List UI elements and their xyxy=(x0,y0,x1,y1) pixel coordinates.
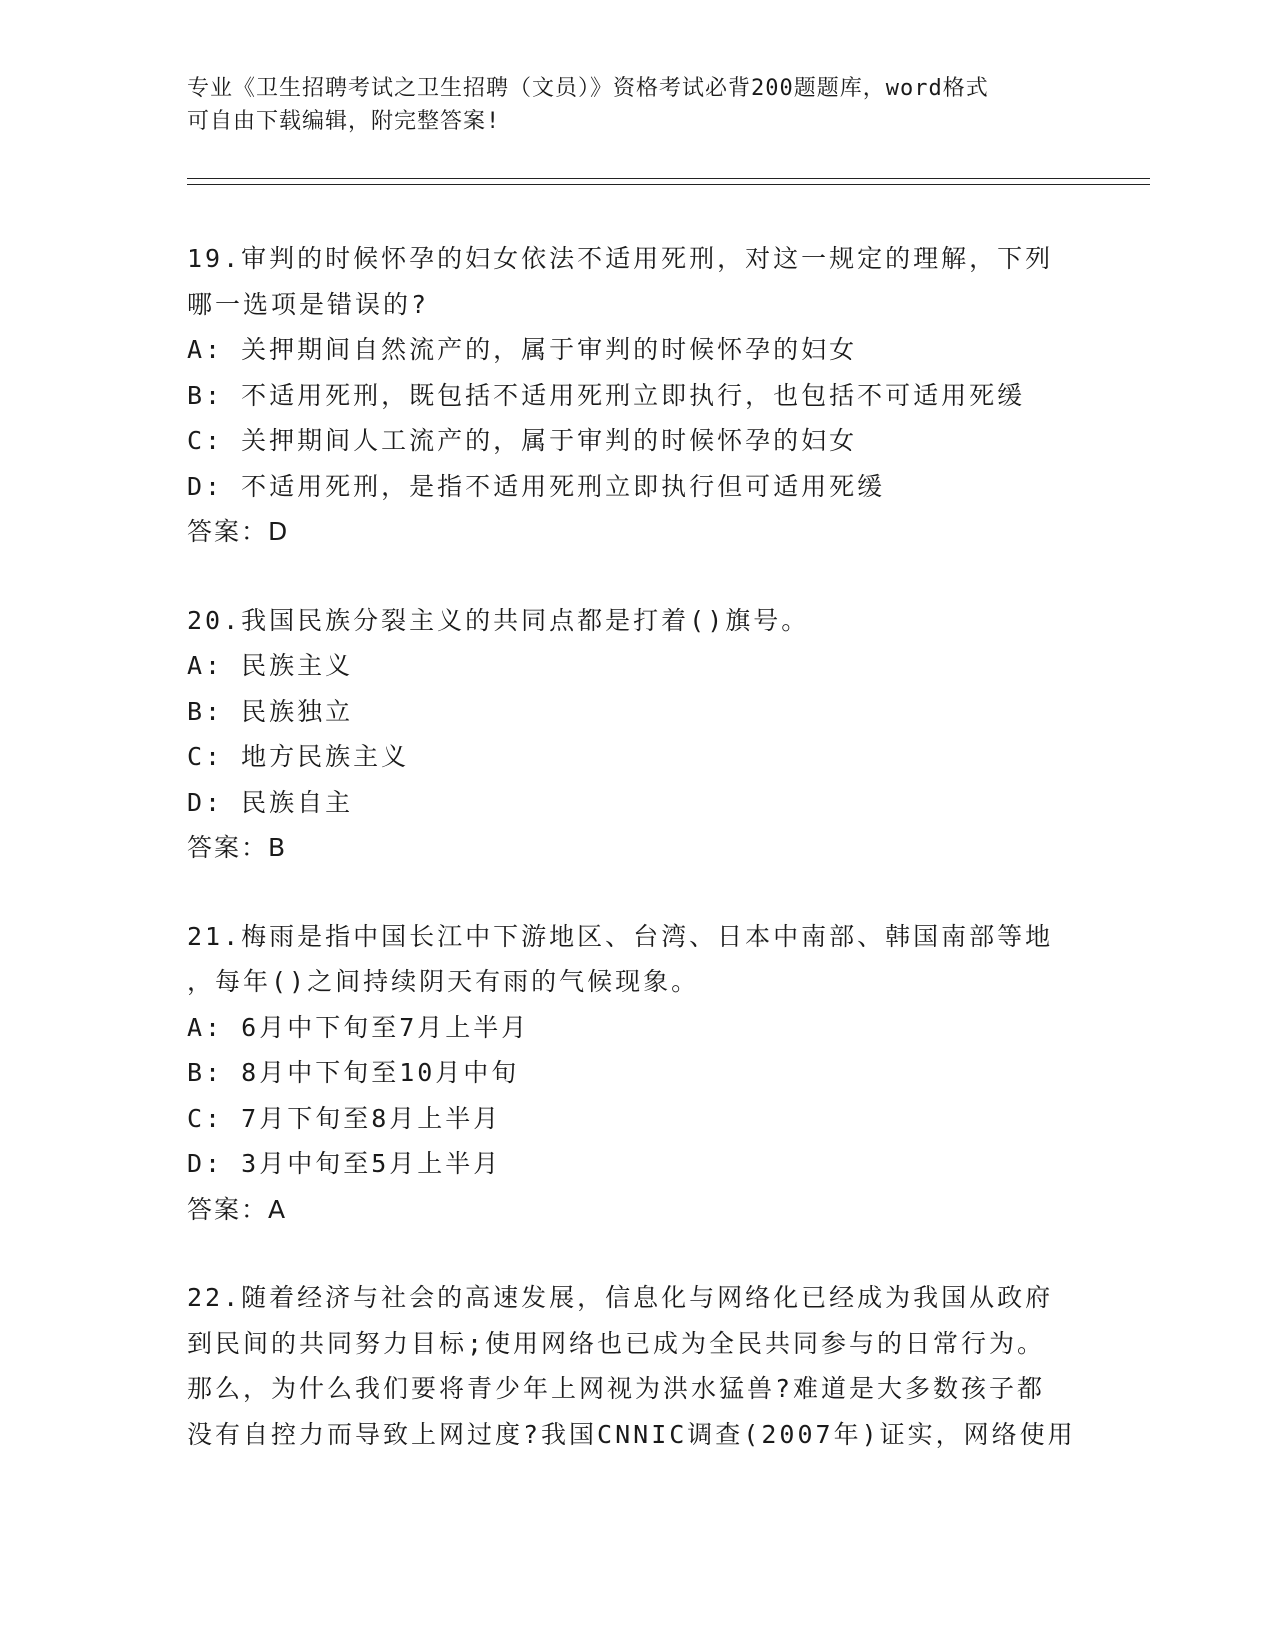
question-stem-line: 那么，为什么我们要将青少年上网视为洪水猛兽?难道是大多数孩子都 xyxy=(187,1374,1046,1403)
question-19 xyxy=(187,236,1087,555)
answer-label: 答案：B xyxy=(187,833,288,862)
option-b: B: 民族独立 xyxy=(187,696,354,726)
option-d: D: 不适用死刑，是指不适用死刑立即执行但可适用死缓 xyxy=(187,471,886,501)
question-stem-line: 21.梅雨是指中国长江中下游地区、台湾、日本中南部、韩国南部等地 xyxy=(187,921,1054,951)
question-list xyxy=(187,236,1087,1500)
option-d: D: 民族自主 xyxy=(187,787,354,817)
question-21 xyxy=(187,914,1087,1233)
answer-label: 答案：D xyxy=(187,517,290,546)
question-stem-line: 19.审判的时候怀孕的妇女依法不适用死刑，对这一规定的理解，下列 xyxy=(187,244,1054,273)
option-a: A: 民族主义 xyxy=(187,651,354,680)
option-a: A: 6月中下旬至7月上半月 xyxy=(187,1012,530,1042)
option-b: B: 8月中下旬至10月中旬 xyxy=(187,1058,520,1087)
header-line-1: 专业《卫生招聘考试之卫生招聘（文员）》资格考试必背200题题库，word格式 xyxy=(187,76,989,101)
option-c: C: 关押期间人工流产的，属于审判的时候怀孕的妇女 xyxy=(187,426,858,455)
question-20 xyxy=(187,598,1087,871)
option-b: B: 不适用死刑，既包括不适用死刑立即执行，也包括不可适用死缓 xyxy=(187,380,1026,410)
question-stem-line: 20.我国民族分裂主义的共同点都是打着()旗号。 xyxy=(187,605,810,635)
answer-label: 答案：A xyxy=(187,1194,288,1224)
question-22 xyxy=(187,1275,1087,1457)
question-stem-line: 哪一选项是错误的? xyxy=(187,289,430,319)
question-stem-line: 到民间的共同努力目标;使用网络也已成为全民共同参与的日常行为。 xyxy=(187,1328,1046,1358)
header-divider xyxy=(187,178,1150,185)
header-line-2: 可自由下载编辑，附完整答案! xyxy=(187,109,501,134)
option-a: A: 关押期间自然流产的，属于审判的时候怀孕的妇女 xyxy=(187,335,858,364)
option-d: D: 3月中旬至5月上半月 xyxy=(187,1149,502,1178)
question-stem-line: ，每年()之间持续阴天有雨的气候现象。 xyxy=(187,967,700,996)
question-stem-line: 22.随着经济与社会的高速发展，信息化与网络化已经成为我国从政府 xyxy=(187,1283,1054,1312)
option-c: C: 7月下旬至8月上半月 xyxy=(187,1103,502,1133)
page-header xyxy=(187,72,1087,138)
question-stem-line: 没有自控力而导致上网过度?我国CNNIC调查(2007年)证实，网络使用 xyxy=(187,1419,1076,1449)
option-c: C: 地方民族主义 xyxy=(187,742,410,771)
